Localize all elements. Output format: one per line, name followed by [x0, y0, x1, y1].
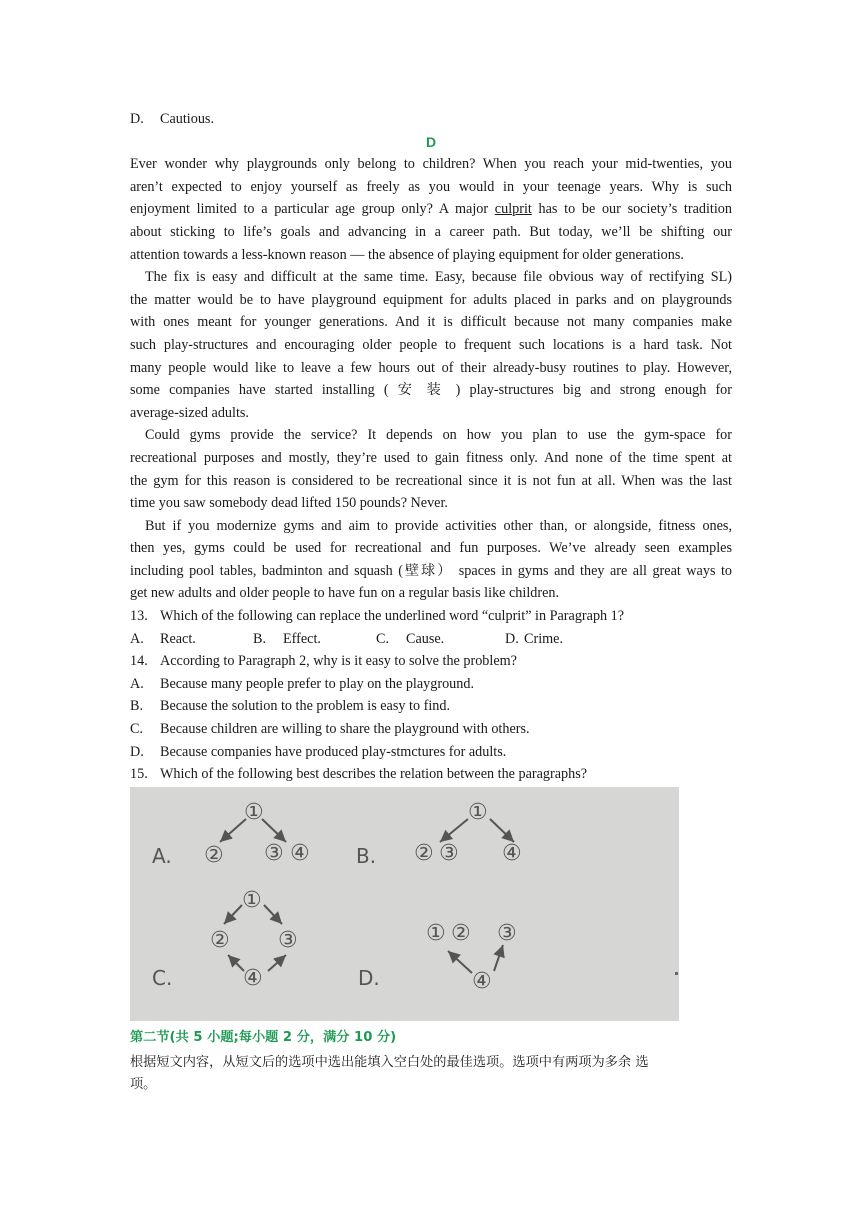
question-13-options: [130, 628, 732, 651]
option-text: React.: [160, 630, 196, 647]
option-label: A.: [130, 675, 144, 692]
node-4: ④: [502, 841, 522, 866]
question-number: 14.: [130, 653, 148, 670]
node-2: ②: [204, 843, 224, 868]
paragraph-line: recreational purposes and mostly, they’re used to gain fitness only. And none of the time spent at: [130, 449, 732, 466]
option-label: C.: [376, 630, 390, 647]
diagram-label-a: A.: [152, 844, 172, 868]
option-label: D.: [130, 111, 144, 127]
question-14-option-d: [130, 741, 732, 764]
option-text: Because many people prefer to play on the playground.: [160, 675, 474, 692]
node-1: ①: [244, 800, 264, 825]
question-number: 13.: [130, 608, 148, 625]
node-2: ②: [451, 921, 471, 946]
paragraph-1: [130, 153, 732, 266]
text-segment: has to be our society’s tradition: [531, 201, 732, 218]
node-3: ③: [497, 921, 517, 946]
option-text: Cause.: [406, 630, 445, 647]
node-4: ④: [243, 966, 263, 991]
paragraph-line: including pool tables, badminton and squash (壁球） spaces in gyms and they are all great ways to: [130, 562, 732, 579]
paragraph-4: [130, 515, 732, 605]
arrow: [228, 955, 244, 971]
diagram-label-b: B.: [356, 844, 377, 868]
node-4: ④: [472, 969, 492, 994]
document-page: [130, 108, 732, 786]
arrow: [490, 819, 514, 842]
question-14-option-a: [130, 673, 732, 696]
question-14-option-c: [130, 718, 732, 741]
paragraph-line: then yes, gyms could be used for recreational and fun purposes. We’ve already seen examples: [130, 540, 732, 557]
node-3: ③: [264, 841, 284, 866]
option-label: D.: [505, 630, 519, 647]
paragraph-line: [130, 198, 732, 221]
paragraph-line: average-sized adults.: [130, 404, 249, 421]
paragraph-line: the matter would be to have playground equipment for adults placed in parks and on playgrounds: [130, 291, 732, 308]
option-text: Because children are willing to share the playground with others.: [160, 721, 530, 738]
paragraph-line: the gym for this reason is considered to be recreational since it is not fun at all. When was the last: [130, 472, 732, 489]
arrow: [264, 905, 282, 924]
question-number: 15.: [130, 766, 148, 783]
section-2-block: [130, 1027, 732, 1097]
arrow: [224, 905, 242, 924]
question-14-option-b: [130, 695, 732, 718]
node-3: ③: [278, 928, 298, 953]
diagram-svg: [130, 787, 679, 1021]
arrow: [220, 819, 246, 842]
paragraph-3: [130, 424, 732, 514]
arrow: [262, 819, 286, 842]
paragraph-2: [130, 266, 732, 424]
paragraph-line: many people would like to leave a few hours out of their already-busy routines to play. However,: [130, 359, 732, 376]
option-label: B.: [253, 630, 267, 647]
question-text: Which of the following best describes the relation between the paragraphs?: [160, 766, 588, 783]
option-label: C.: [130, 721, 144, 738]
node-4: ④: [290, 841, 310, 866]
paragraph-line: get new adults and older people to have fun on a regular basis like children.: [130, 585, 560, 602]
question-13: [130, 605, 732, 628]
underlined-word-culprit: culprit: [494, 201, 532, 218]
paragraph-line: about sticking to life’s goals and advancing in a career path. But today, we’ll be shifting our: [130, 223, 732, 240]
paragraph-line: some companies have started installing ( 安 装 ) play-structures big and strong enough for: [130, 382, 732, 399]
option-label: B.: [130, 698, 144, 715]
option-label: A.: [130, 630, 144, 647]
node-1: ①: [426, 921, 446, 946]
paragraph-line: with ones meant for younger generations. And it is difficult because not many companies make: [130, 314, 732, 331]
option-label: D.: [130, 743, 144, 760]
option-text: Because the solution to the problem is easy to find.: [160, 698, 450, 715]
section-2-instruction-line: 根据短文内容，从短文后的选项中选出能填入空白处的最佳选项。选项中有两项为多余 选: [130, 1054, 649, 1070]
arrow: [448, 951, 472, 973]
question-text: According to Paragraph 2, why is it easy to solve the problem?: [160, 653, 517, 670]
arrow: [440, 819, 468, 842]
paragraph-relation-diagram: [130, 787, 679, 1021]
diagram-label-d: D.: [358, 966, 380, 990]
previous-option-d: [130, 108, 732, 131]
paragraph-line: attention towards a less-known reason — the absence of playing equipment for older generations.: [130, 246, 684, 263]
paragraph-line: The fix is easy and difficult at the same time. Easy, because file obvious way of rectifying SL): [145, 269, 732, 286]
option-text: Effect.: [283, 630, 321, 647]
node-1: ①: [242, 888, 262, 913]
scan-speck: [675, 972, 678, 975]
node-1: ①: [468, 800, 488, 825]
paragraph-line: time you saw somebody dead lifted 150 pounds? Never.: [130, 495, 448, 512]
paragraph-line: But if you modernize gyms and aim to provide activities other than, or alongside, fitness ones,: [145, 517, 732, 534]
node-2: ②: [210, 928, 230, 953]
section-2-instruction-line: 项。: [130, 1077, 157, 1093]
arrow: [494, 945, 503, 971]
paragraph-line: such play-structures and encouraging older people to frequent such locations is a hard task. Not: [130, 336, 732, 353]
passage-letter-heading: D: [425, 133, 437, 150]
paragraph-line: aren’t expected to enjoy yourself as freely as you would in your teenage years. Why is such: [130, 178, 732, 195]
question-14: [130, 650, 732, 673]
option-text: Crime.: [524, 630, 564, 647]
paragraph-line: Could gyms provide the service? It depends on how you plan to use the gym-space for: [145, 427, 732, 444]
arrow: [268, 955, 286, 971]
section-2-title: 第二节(共 5 小题;每小题 2 分，满分 10 分): [130, 1030, 397, 1045]
option-text: Cautious.: [160, 111, 214, 127]
node-3: ③: [439, 841, 459, 866]
question-text: Which of the following can replace the underlined word “culprit” in Paragraph 1?: [160, 608, 625, 625]
option-text: Because companies have produced play-stmctures for adults.: [160, 743, 507, 760]
paragraph-line: Ever wonder why playgrounds only belong to children? When you reach your mid-twenties, you: [130, 156, 732, 173]
diagram-label-c: C.: [152, 966, 173, 990]
question-15: [130, 763, 732, 786]
text-segment: enjoyment limited to a particular age group only? A major: [130, 201, 495, 218]
node-2: ②: [414, 841, 434, 866]
